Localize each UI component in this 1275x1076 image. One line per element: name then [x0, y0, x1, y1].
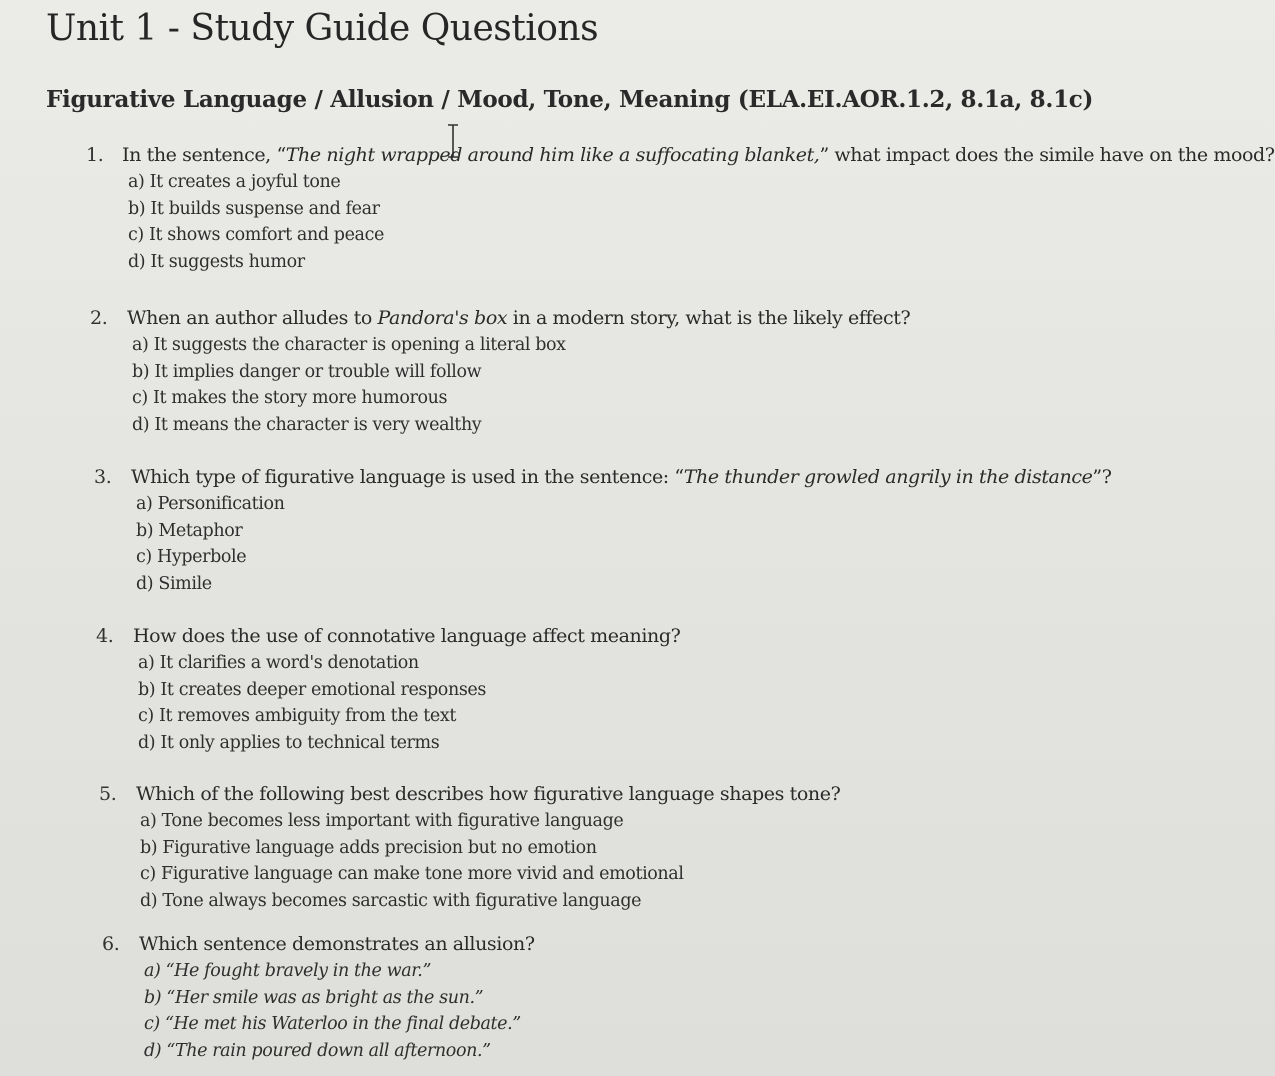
- quoted-sentence: Pandora's box: [377, 307, 508, 329]
- answer-options: [136, 494, 1161, 600]
- option-c: c) It shows comfort and peace: [128, 225, 384, 245]
- option-a: a) Tone becomes less important with figurative language: [140, 811, 624, 831]
- question-3: [0, 466, 1161, 600]
- question-4: [0, 625, 1161, 759]
- option-c: c) “He met his Waterloo in the final debate.”: [144, 1014, 521, 1034]
- question-1: [0, 144, 1275, 278]
- question-stem: [0, 307, 1161, 335]
- page-title: Unit 1 - Study Guide Questions: [46, 8, 599, 49]
- option-b: b) Figurative language adds precision but no emotion: [140, 837, 597, 858]
- question-text: When an author alludes to Pandora's box in a modern story, what is the likely effect?: [127, 307, 911, 329]
- answer-options: [138, 653, 1161, 759]
- question-number: 1.: [86, 144, 104, 166]
- option-b: b) It implies danger or trouble will follow: [132, 361, 482, 382]
- answer-options: [132, 335, 1161, 441]
- answer-options: [140, 811, 1161, 917]
- option-a: a) Personification: [136, 494, 285, 514]
- option-c: c) It removes ambiguity from the text: [138, 706, 456, 726]
- option-b: b) It builds suspense and fear: [128, 198, 380, 219]
- question-text: Which type of figurative language is used in the sentence: “The thunder growled angrily in the distance”?: [131, 466, 1112, 488]
- option-b: b) Metaphor: [136, 520, 243, 541]
- question-stem: [0, 466, 1161, 494]
- question-number: 4.: [96, 625, 114, 647]
- option-a: a) “He fought bravely in the war.”: [144, 961, 432, 981]
- question-text: Which of the following best describes how figurative language shapes tone?: [136, 783, 841, 805]
- question-2: [0, 307, 1161, 441]
- option-d: d) It suggests humor: [128, 251, 305, 272]
- option-b: b) It creates deeper emotional responses: [138, 679, 486, 700]
- answer-options: [128, 172, 1161, 278]
- question-number: 2.: [90, 307, 108, 329]
- question-number: 5.: [99, 783, 117, 805]
- option-c: c) It makes the story more humorous: [132, 388, 448, 408]
- question-stem: [0, 625, 1161, 653]
- option-a: a) It creates a joyful tone: [128, 172, 341, 192]
- quoted-sentence: The thunder growled angrily in the distance: [683, 466, 1093, 488]
- quoted-sentence: The night wrapped around him like a suffocating blanket,: [285, 144, 820, 166]
- option-a: a) It suggests the character is opening a literal box: [132, 335, 566, 355]
- option-b: b) “Her smile was as bright as the sun.”: [144, 987, 484, 1008]
- question-6: [0, 933, 1161, 1067]
- answer-options: [144, 961, 1161, 1067]
- option-d: d) Tone always becomes sarcastic with figurative language: [140, 890, 642, 911]
- question-number: 6.: [102, 933, 120, 955]
- option-c: c) Figurative language can make tone more vivid and emotional: [140, 864, 684, 884]
- section-subtitle: Figurative Language / Allusion / Mood, Tone, Meaning (ELA.EI.AOR.1.2, 8.1a, 8.1c): [46, 86, 1094, 113]
- option-d: d) It only applies to technical terms: [138, 732, 440, 753]
- question-number: 3.: [94, 466, 112, 488]
- question-text: In the sentence, “The night wrapped around him like a suffocating blanket,” what impact does the simile have on the mood?: [122, 144, 1275, 166]
- question-text: How does the use of connotative language affect meaning?: [133, 625, 681, 647]
- question-5: [0, 783, 1161, 917]
- option-d: d) It means the character is very wealthy: [132, 414, 482, 435]
- option-a: a) It clarifies a word's denotation: [138, 653, 419, 673]
- option-c: c) Hyperbole: [136, 547, 247, 567]
- question-stem: [0, 144, 1275, 172]
- question-stem: [0, 783, 1161, 811]
- option-d: d) Simile: [136, 573, 212, 594]
- question-text: Which sentence demonstrates an allusion?: [139, 933, 535, 955]
- question-stem: [0, 933, 1161, 961]
- option-d: d) “The rain poured down all afternoon.”: [144, 1040, 491, 1061]
